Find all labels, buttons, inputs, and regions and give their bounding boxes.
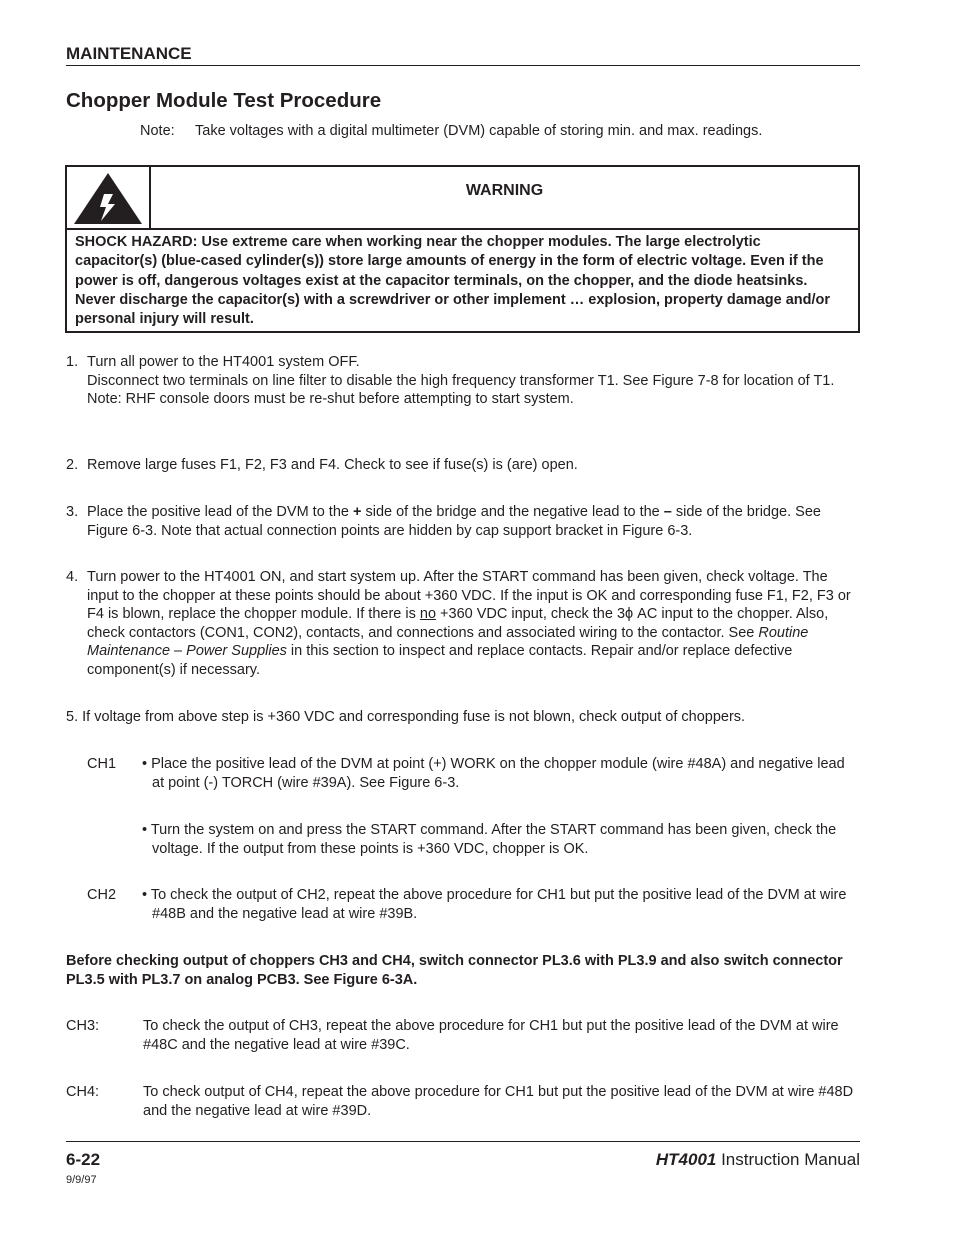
ch4-label: CH4:: [66, 1084, 100, 1100]
step-4-part-c: in this section to inspect and replace contacts. Repair and/or replace defective component(s) if necessary.: [87, 643, 793, 678]
ch1-bullet-1: [87, 755, 860, 793]
warning-text: SHOCK HAZARD: Use extreme care when working near the chopper modules. The large electrolytic capacitor(s) (blue-cased cylinder(s)) store large amounts of energy in the form of electric voltage. Even if the power is off, dangerous voltages exist at the capacitor terminals, on the chopper, and the diode heatsinks. Never discharge the capacitor(s) with a screwdriver or other implement … explosion, property damage and/or personal injury will result.: [75, 234, 831, 328]
warning-heading-cell: [151, 167, 858, 228]
step-2: [66, 456, 860, 475]
underlined-no: no: [419, 606, 437, 623]
ch2-label: CH2: [87, 887, 117, 903]
step-1: [66, 353, 860, 427]
ch2-bullet-1: [87, 886, 860, 924]
bold-note: Before checking output of choppers CH3 and CH4, switch connector PL3.6 with PL3.9 and also switch connector PL3.5 with PL3.7 on analog PCB3. See Figure 6-3A.: [66, 953, 843, 988]
step-4-part-b: +360 VDC input, check the 3ϕ AC input to the chopper. Also, check contactors (CON1, CON2), contacts, and connections and associated wiring to the contactor. See: [87, 606, 829, 641]
ch1-bullet-2: [87, 821, 860, 859]
manual-label: Instruction Manual: [716, 1150, 860, 1169]
minus-sign: –: [663, 504, 672, 520]
revision-date: 9/9/97: [66, 1174, 97, 1186]
step-2-number: 2.: [66, 457, 79, 473]
lightning-bolt-icon: [67, 167, 149, 228]
plus-sign: +: [352, 504, 362, 520]
step-4-number: 4.: [66, 569, 79, 585]
note: [140, 123, 762, 139]
ch3-label: CH3:: [66, 1018, 100, 1034]
step-3-part-a: Place the positive lead of the DVM to the: [87, 504, 353, 520]
step-2-text: Remove large fuses F1, F2, F3 and F4. Check to see if fuse(s) is (are) open.: [87, 457, 578, 473]
step-1-line-1: Turn all power to the HT4001 system OFF.: [87, 354, 360, 370]
warning-heading: WARNING: [465, 182, 544, 199]
header-rule: [66, 65, 860, 66]
step-3-part-b: side of the bridge and the negative lead to the: [361, 504, 664, 520]
ch3-item: [66, 1017, 860, 1055]
step-3-text: [87, 503, 860, 540]
ch4-text: To check output of CH4, repeat the above procedure for CH1 but put the positive lead of the DVM at wire #48D and the negative lead at wire #39D.: [143, 1084, 854, 1119]
step-4-part-a: Turn power to the HT4001 ON, and start system up. After the START command has been given, check voltage. The input to the chopper at these points should be about +360 VDC. If the input is OK and corresponding fuse F1, F2, F3 or F4 is blown, replace the chopper module. If there is: [87, 569, 851, 623]
note-label: Note:: [140, 123, 175, 139]
product-name: HT4001: [655, 1150, 717, 1169]
ch1-bullet-2-text: • Turn the system on and press the START command. After the START command has been given, check the voltage. If the output from these points is +360 VDC, chopper is OK.: [142, 822, 837, 857]
step-1-line-2: Disconnect two terminals on line filter to disable the high frequency transformer T1. See Figure 7-8 for location of T1.: [87, 372, 835, 389]
italic-reference: Routine Maintenance – Power Supplies: [87, 624, 809, 660]
manual-title: [656, 1150, 860, 1170]
ch3-text: To check the output of CH3, repeat the above procedure for CH1 but put the positive lead of the DVM at wire #48C and the negative lead at wire #39C.: [143, 1018, 839, 1053]
note-text: Take voltages with a digital multimeter (DVM) capable of storing min. and max. readings.: [195, 123, 763, 139]
ch4-item: [66, 1083, 860, 1121]
section-header: MAINTENANCE: [66, 44, 192, 63]
step-1-line-3: Note: RHF console doors must be re-shut before attempting to start system.: [87, 391, 574, 408]
ch1-bullet-1-text: • Place the positive lead of the DVM at point (+) WORK on the chopper module (wire #48A) and negative lead at point (-) TORCH (wire #39A). See Figure 6-3.: [142, 756, 845, 791]
ch2-bullet-1-text: • To check the output of CH2, repeat the above procedure for CH1 but put the positive lead of the DVM at wire #48B and the negative lead at wire #39B.: [142, 887, 847, 922]
page-title: Chopper Module Test Procedure: [66, 89, 382, 112]
ch1-label: CH1: [87, 756, 117, 772]
step-3-number: 3.: [66, 504, 79, 520]
warning-icon-cell: [67, 167, 151, 228]
footer-rule: [66, 1141, 860, 1142]
warning-divider: [67, 228, 858, 230]
step-4-text: [87, 568, 860, 680]
step-3: [66, 503, 860, 541]
step-3-part-c: side of the bridge. See Figure 6-3. Note that actual connection points are hidden by cap support bracket in Figure 6-3.: [87, 504, 821, 539]
warning-box: [65, 165, 860, 333]
step-1-number: 1.: [66, 354, 79, 370]
page-number: 6-22: [66, 1150, 101, 1169]
step-4: [66, 568, 860, 680]
step-5-text: 5. If voltage from above step is +360 VDC and corresponding fuse is not blown, check output of choppers.: [66, 709, 746, 725]
